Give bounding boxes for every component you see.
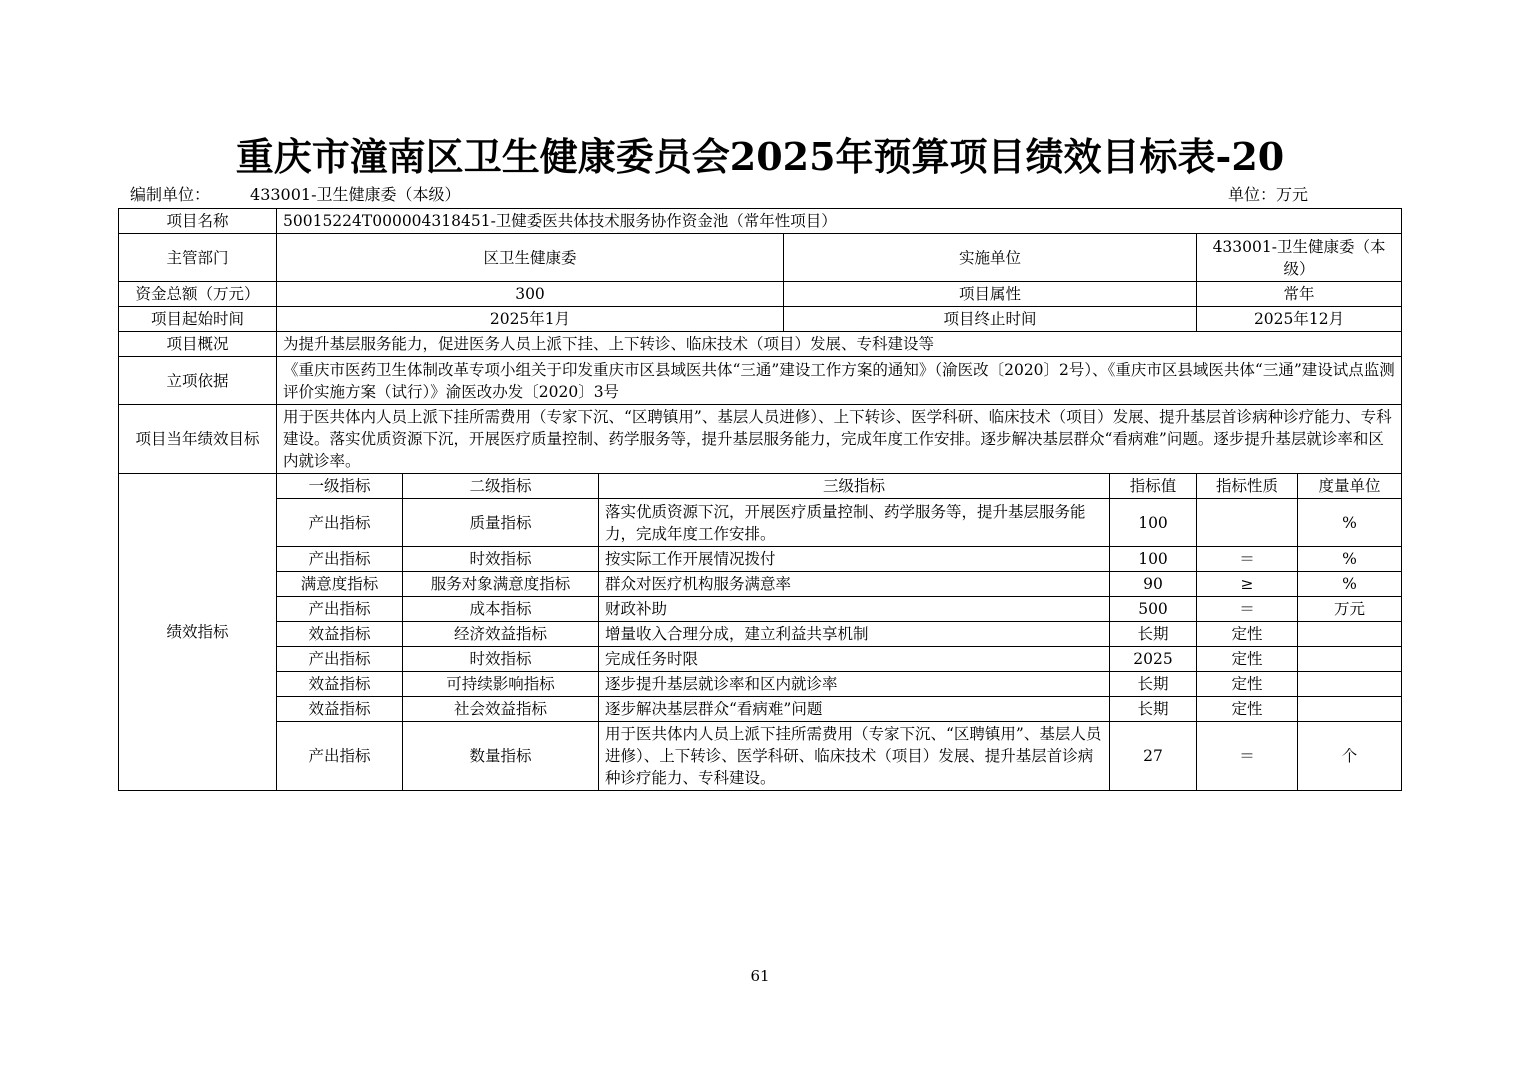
row-fund: [119, 282, 1402, 307]
header-level2: 二级指标: [403, 474, 599, 499]
level3-cell: 落实优质资源下沉，开展医疗质量控制、药学服务等，提升基层服务能力，完成年度工作安排。: [599, 499, 1110, 547]
row-department: [119, 234, 1402, 282]
header-level3: 三级指标: [599, 474, 1110, 499]
value-cell: 500: [1110, 597, 1197, 622]
page-title: 重庆市潼南区卫生健康委员会2025年预算项目绩效目标表-20: [235, 134, 1285, 179]
project-name-value: 50015224T000004318451-卫健委医共体技术服务协作资金池（常年性项目）: [277, 209, 1402, 234]
nature-cell: ≥: [1197, 572, 1298, 597]
value-cell: 100: [1110, 547, 1197, 572]
row-annual-goal: [119, 405, 1402, 474]
unit-cell: 万元: [1298, 597, 1402, 622]
end-time-value: 2025年12月: [1197, 307, 1402, 332]
start-time-value: 2025年1月: [277, 307, 784, 332]
implementing-unit-value: 433001-卫生健康委（本级）: [1197, 234, 1402, 282]
table-row: [119, 547, 1402, 572]
row-dates: [119, 307, 1402, 332]
table-row: [119, 622, 1402, 647]
table-row: [119, 722, 1402, 791]
performance-table: [118, 208, 1402, 791]
level2-cell: 社会效益指标: [403, 697, 599, 722]
end-time-label: 项目终止时间: [784, 307, 1197, 332]
level2-cell: 服务对象满意度指标: [403, 572, 599, 597]
nature-cell: [1197, 499, 1298, 547]
row-basis: [119, 357, 1402, 405]
level3-cell: 群众对医疗机构服务满意率: [599, 572, 1110, 597]
table-row: [119, 572, 1402, 597]
fund-total-label: 资金总额（万元）: [119, 282, 277, 307]
level1-cell: 满意度指标: [277, 572, 403, 597]
value-cell: 27: [1110, 722, 1197, 791]
unit-cell: [1298, 622, 1402, 647]
fund-total-value: 300: [277, 282, 784, 307]
level2-cell: 可持续影响指标: [403, 672, 599, 697]
level2-cell: 质量指标: [403, 499, 599, 547]
level1-cell: 产出指标: [277, 722, 403, 791]
table-row: [119, 697, 1402, 722]
value-cell: 长期: [1110, 697, 1197, 722]
row-overview: [119, 332, 1402, 357]
value-cell: 长期: [1110, 672, 1197, 697]
table-row: [119, 499, 1402, 547]
level3-cell: 逐步提升基层就诊率和区内就诊率: [599, 672, 1110, 697]
project-name-label: 项目名称: [119, 209, 277, 234]
level1-cell: 效益指标: [277, 672, 403, 697]
value-cell: 2025: [1110, 647, 1197, 672]
level3-cell: 完成任务时限: [599, 647, 1110, 672]
project-attribute-value: 常年: [1197, 282, 1402, 307]
unit-cell: [1298, 672, 1402, 697]
level1-cell: 产出指标: [277, 499, 403, 547]
level2-cell: 时效指标: [403, 647, 599, 672]
department-label: 主管部门: [119, 234, 277, 282]
department-value: 区卫生健康委: [277, 234, 784, 282]
nature-cell: ＝: [1197, 547, 1298, 572]
header-nature: 指标性质: [1197, 474, 1298, 499]
annual-goal-label: 项目当年绩效目标: [119, 405, 277, 474]
indicators-section-label: 绩效指标: [119, 474, 277, 791]
level3-cell: 逐步解决基层群众“看病难”问题: [599, 697, 1110, 722]
row-project-name: [119, 209, 1402, 234]
unit-cell: %: [1298, 499, 1402, 547]
unit-cell: %: [1298, 572, 1402, 597]
indicator-header-row: [119, 474, 1402, 499]
level1-cell: 效益指标: [277, 622, 403, 647]
level3-cell: 按实际工作开展情况拨付: [599, 547, 1110, 572]
overview-label: 项目概况: [119, 332, 277, 357]
level1-cell: 效益指标: [277, 697, 403, 722]
level2-cell: 经济效益指标: [403, 622, 599, 647]
level1-cell: 产出指标: [277, 647, 403, 672]
nature-cell: ＝: [1197, 597, 1298, 622]
header-level1: 一级指标: [277, 474, 403, 499]
compiling-unit: [130, 184, 461, 206]
level3-cell: 财政补助: [599, 597, 1110, 622]
nature-cell: 定性: [1197, 697, 1298, 722]
level2-cell: 时效指标: [403, 547, 599, 572]
currency-unit: 单位：万元: [1228, 185, 1309, 204]
unit-cell: [1298, 647, 1402, 672]
level1-cell: 产出指标: [277, 547, 403, 572]
nature-cell: ＝: [1197, 722, 1298, 791]
value-cell: 100: [1110, 499, 1197, 547]
value-cell: 长期: [1110, 622, 1197, 647]
overview-value: 为提升基层服务能力，促进医务人员上派下挂、上下转诊、临床技术（项目）发展、专科建设等: [277, 332, 1402, 357]
value-cell: 90: [1110, 572, 1197, 597]
header-value: 指标值: [1110, 474, 1197, 499]
nature-cell: 定性: [1197, 672, 1298, 697]
table-row: [119, 647, 1402, 672]
annual-goal-value: 用于医共体内人员上派下挂所需费用（专家下沉、“区聘镇用”、基层人员进修）、上下转诊、医学科研、临床技术（项目）发展、提升基层首诊病种诊疗能力、专科建设。落实优质资源下沉，开展医疗质量控制、药学服务等，提升基层服务能力，完成年度工作安排。逐步解决基层群众“看病难”问题。逐步提升基层就诊率和区内就诊率。: [277, 405, 1402, 474]
nature-cell: 定性: [1197, 622, 1298, 647]
project-attribute-label: 项目属性: [784, 282, 1197, 307]
level2-cell: 数量指标: [403, 722, 599, 791]
compiling-unit-value: 433001-卫生健康委（本级）: [250, 185, 461, 204]
basis-value: 《重庆市医药卫生体制改革专项小组关于印发重庆市区县域医共体“三通”建设工作方案的通知》（渝医改〔2020〕2号）、《重庆市区县域医共体“三通”建设试点监测评价实施方案（试行）》渝医改办发〔2020〕3号: [277, 357, 1402, 405]
nature-cell: 定性: [1197, 647, 1298, 672]
table-row: [119, 597, 1402, 622]
level3-cell: 用于医共体内人员上派下挂所需费用（专家下沉、“区聘镇用”、基层人员进修）、上下转诊、医学科研、临床技术（项目）发展、提升基层首诊病种诊疗能力、专科建设。: [599, 722, 1110, 791]
page-number: 61: [750, 967, 770, 985]
compiling-unit-label: 编制单位：: [130, 185, 211, 204]
table-row: [119, 672, 1402, 697]
start-time-label: 项目起始时间: [119, 307, 277, 332]
unit-cell: %: [1298, 547, 1402, 572]
header-unit: 度量单位: [1298, 474, 1402, 499]
level3-cell: 增量收入合理分成，建立利益共享机制: [599, 622, 1110, 647]
implementing-unit-label: 实施单位: [784, 234, 1197, 282]
level1-cell: 产出指标: [277, 597, 403, 622]
unit-cell: [1298, 697, 1402, 722]
level2-cell: 成本指标: [403, 597, 599, 622]
unit-cell: 个: [1298, 722, 1402, 791]
basis-label: 立项依据: [119, 357, 277, 405]
